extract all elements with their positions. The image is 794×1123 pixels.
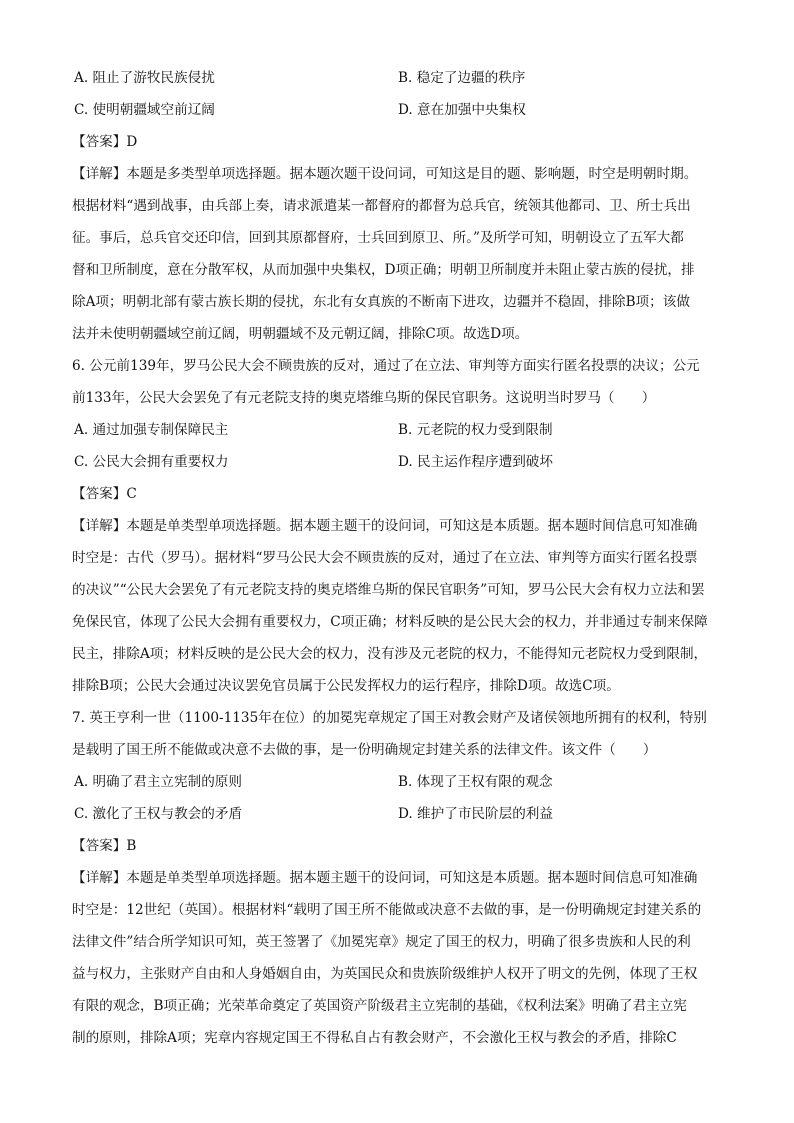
- exam-page: [72, 62, 732, 1054]
- q7-detail-line: 制的原则，排除A项；宪章内容规定国王不得私自占有教会财产，不会激化王权与教会的矛盾，排除C: [72, 1030, 677, 1046]
- q5-option-d[interactable]: D. 意在加强中央集权: [398, 102, 526, 118]
- q5-detail-line: 征。事后，总兵官交还印信，回到其原都督府，士兵回到原卫、所。”及所学可知，明朝设立了五军大都: [72, 230, 684, 246]
- q6-option-a[interactable]: A. 通过加强专制保障民主: [74, 422, 229, 438]
- q7-detail-line: 时空是：12世纪（英国）。根据材料“载明了国王所不能做或决意不去做的事，是一份明确规定封建关系的: [72, 902, 702, 918]
- q7-option-c[interactable]: C. 激化了王权与教会的矛盾: [74, 806, 243, 822]
- q7-options-row-1: [72, 766, 732, 798]
- q6-option-d[interactable]: D. 民主运作程序遭到破坏: [398, 454, 553, 470]
- q6-detail-line: 的决议”“公民大会罢免了有元老院支持的奥克塔维乌斯的保民官职务”可知，罗马公民大会有权力立法和罢: [72, 582, 705, 598]
- q6-detail-line: 民主，排除A项；材料反映的是公民大会的权力，没有涉及元老院的权力，不能得知元老院权力受到限制，: [72, 646, 708, 662]
- q6-detail-line: 【详解】本题是单类型单项选择题。据本题主题干的设问词，可知这是本质题。据本题时间信息可知准确: [72, 518, 698, 534]
- q5-detail-line: 除A项；明朝北部有蒙古族长期的侵扰，东北有女真族的不断南下进攻，边疆并不稳固，排除B项；该做: [72, 294, 690, 310]
- q6-option-b[interactable]: B. 元老院的权力受到限制: [398, 422, 553, 438]
- q6-detail-line: 免保民官，体现了公民大会拥有重要权力，C项正确；材料反映的是公民大会的权力，并非通过专制来保障: [72, 614, 708, 630]
- q6-answer: 【答案】C: [72, 486, 137, 502]
- q5-option-c[interactable]: C. 使明朝疆域空前辽阔: [74, 102, 215, 118]
- q7-detail-line: 益与权力，主张财产自由和人身婚姻自由，为英国民众和贵族阶级维护人权开了明文的先例，体现了王权: [72, 966, 698, 982]
- q7-stem-line: 是载明了国王所不能做或决意不去做的事，是一份明确规定封建关系的法律文件。该文件（ ）: [72, 742, 657, 758]
- q7-detail-line: 法律文件”结合所学知识可知，英王签署了《加冕宪章》规定了国王的权力，明确了很多贵族和人民的利: [72, 934, 691, 950]
- q7-answer: 【答案】B: [72, 838, 137, 854]
- q5-option-a[interactable]: A. 阻止了游牧民族侵扰: [74, 70, 215, 86]
- q7-option-d[interactable]: D. 维护了市民阶层的利益: [398, 806, 553, 822]
- q6-detail-line: 排除B项；公民大会通过决议罢免官员属于公民发挥权力的运行程序，排除D项。故选C项。: [72, 678, 620, 694]
- q5-detail-line: 根据材料“遇到战事，由兵部上奏，请求派遣某一都督府的都督为总兵官，统领其他都司、卫、所士兵出: [72, 198, 691, 214]
- q6-stem-line: 6. 公元前139年，罗马公民大会不顾贵族的反对，通过了在立法、审判等方面实行匿名投票的决议；公元: [72, 358, 700, 374]
- q7-option-b[interactable]: B. 体现了王权有限的观念: [398, 774, 553, 790]
- q5-detail-line: 【详解】本题是多类型单项选择题。据本题次题干设问词，可知这是目的题、影响题，时空是明朝时期。: [72, 166, 698, 182]
- q7-option-a[interactable]: A. 明确了君主立宪制的原则: [74, 774, 242, 790]
- q5-options-row-2: [72, 94, 732, 126]
- q7-detail-line: 【详解】本题是单类型单项选择题。据本题主题干的设问词，可知这是本质题。据本题时间信息可知准确: [72, 870, 698, 886]
- q6-stem-line: 前133年，公民大会罢免了有元老院支持的奥克塔维乌斯的保民官职务。这说明当时罗马（ ）: [72, 390, 656, 406]
- q7-stem-line: 7. 英王亨利一世（1100-1135年在位）的加冕宪章规定了国王对教会财产及诸侯领地所拥有的权利，特别: [72, 710, 707, 726]
- q5-options-row-1: [72, 62, 732, 94]
- q5-answer: 【答案】D: [72, 134, 138, 150]
- q5-option-b[interactable]: B. 稳定了边疆的秩序: [398, 70, 526, 86]
- q6-option-c[interactable]: C. 公民大会拥有重要权力: [74, 454, 229, 470]
- q6-options-row-2: [72, 446, 732, 478]
- q5-detail-line: 督和卫所制度，意在分散军权，从而加强中央集权，D项正确；明朝卫所制度并未阻止蒙古族的侵扰，排: [72, 262, 695, 278]
- q6-options-row-1: [72, 414, 732, 446]
- q5-detail-line: 法并未使明朝疆域空前辽阔，明朝疆域不及元朝辽阔，排除C项。故选D项。: [72, 326, 529, 342]
- q7-options-row-2: [72, 798, 732, 830]
- q7-detail-line: 有限的观念，B项正确；光荣革命奠定了英国资产阶级君主立宪制的基础，《权利法案》明确了君主立宪: [72, 998, 687, 1014]
- q6-detail-line: 时空是：古代（罗马）。据材料“罗马公民大会不顾贵族的反对，通过了在立法、审判等方面实行匿名投票: [72, 550, 698, 566]
